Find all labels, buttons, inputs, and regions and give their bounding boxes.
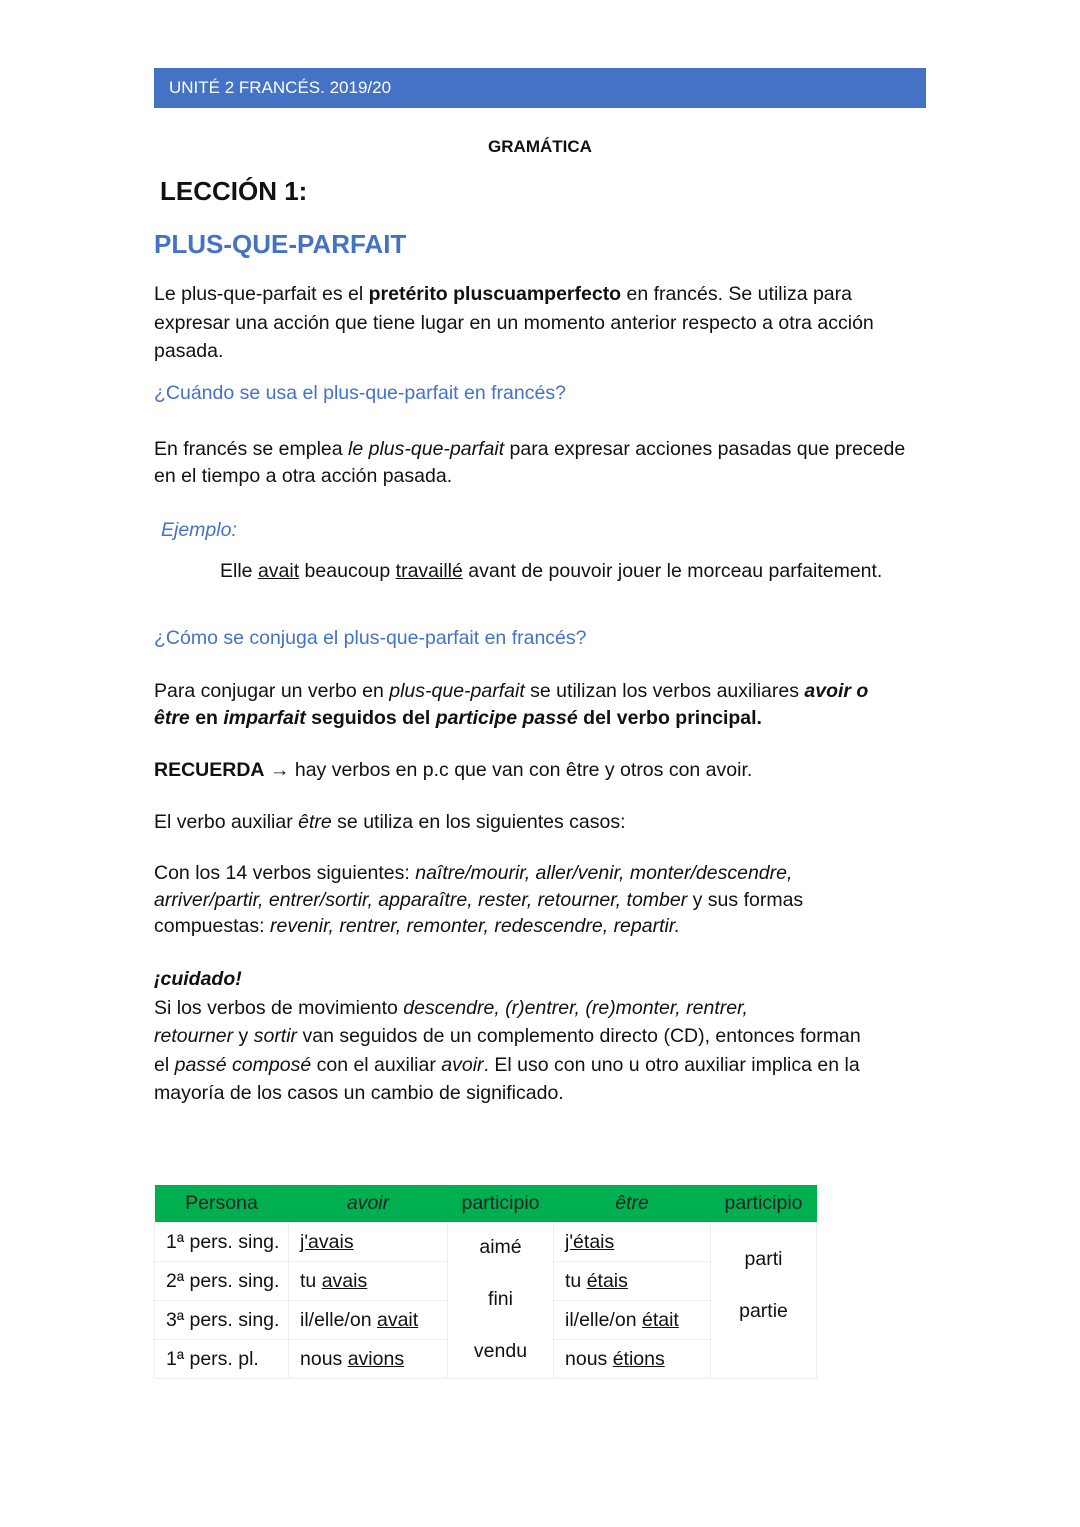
participio-etre-cell xyxy=(711,1223,817,1379)
avoir-cell: nous avions xyxy=(289,1340,448,1379)
header-participio-avoir: participio xyxy=(448,1185,554,1223)
etre-cell: il/elle/on était xyxy=(554,1301,711,1340)
header-participio-etre: participio xyxy=(711,1185,817,1223)
etre-cell: j'étais xyxy=(554,1223,711,1262)
avoir-cell: j'avais xyxy=(289,1223,448,1262)
verbs-list-paragraph: Con los 14 verbos siguientes: naître/mourir, aller/venir, monter/descendre, arriver/partir, entrer/sortir, apparaître, rester, retourner, tomber y sus formas compuestas: revenir, rentrer, remonter, redescendre, repartir. xyxy=(154,862,804,937)
header-title: UNITÉ 2 FRANCÉS. 2019/20 xyxy=(169,78,392,97)
table-header-row xyxy=(155,1185,817,1223)
avoir-cell: tu avais xyxy=(289,1262,448,1301)
conjugation-paragraph: Para conjugar un verbo en plus-que-parfait se utilizan los verbos auxiliares avoir o être en imparfait seguidos del participe passé del verbo principal. xyxy=(154,680,869,729)
arrow-icon: → xyxy=(269,759,290,781)
question-how: ¿Cómo se conjuga el plus-que-parfait en francés? xyxy=(154,627,587,649)
avoir-cell: il/elle/on avait xyxy=(289,1301,448,1340)
participle-parti: parti xyxy=(744,1248,783,1270)
example-label: Ejemplo: xyxy=(161,519,237,541)
participle-partie: partie xyxy=(739,1300,788,1322)
example-sentence: Elle avait beaucoup travaillé avant de pouvoir jouer le morceau parfaitement. xyxy=(220,560,883,582)
usage-paragraph: En francés se emplea le plus-que-parfait para expresar acciones pasadas que precede en el tiempo a otra acción pasada. xyxy=(154,438,906,487)
header-avoir: avoir xyxy=(289,1185,448,1223)
persona-cell: 3ª pers. sing. xyxy=(155,1301,289,1340)
persona-cell: 2ª pers. sing. xyxy=(155,1262,289,1301)
persona-cell: 1ª pers. pl. xyxy=(155,1340,289,1379)
header-persona: Persona xyxy=(155,1185,289,1223)
lesson-title: LECCIÓN 1: xyxy=(160,176,308,206)
topic-title: PLUS-QUE-PARFAIT xyxy=(154,229,407,259)
participle-fini: fini xyxy=(488,1288,513,1310)
question-when: ¿Cuándo se usa el plus-que-parfait en francés? xyxy=(154,382,566,404)
cuidado-title: ¡cuidado! xyxy=(154,968,242,990)
header-bar xyxy=(154,68,926,108)
header-etre: être xyxy=(554,1185,711,1223)
etre-cell: nous étions xyxy=(554,1340,711,1379)
recuerda-note: RECUERDA → hay verbos en p.c que van con être y otros con avoir. xyxy=(154,759,753,781)
section-title: GRAMÁTICA xyxy=(488,137,592,156)
persona-cell: 1ª pers. sing. xyxy=(155,1223,289,1262)
etre-cell: tu étais xyxy=(554,1262,711,1301)
intro-paragraph: Le plus-que-parfait es el pretérito pluscuamperfecto en francés. Se utiliza para expresar una acción que tiene lugar en un momento anterior respecto a otra acción pasada. xyxy=(154,283,874,362)
table-row xyxy=(155,1223,817,1262)
participle-aime: aimé xyxy=(479,1236,522,1258)
participle-vendu: vendu xyxy=(473,1340,528,1362)
aux-paragraph: El verbo auxiliar être se utiliza en los siguientes casos: xyxy=(154,811,626,833)
participio-avoir-cell xyxy=(448,1223,554,1379)
cuidado-block: ¡cuidado! Si los verbos de movimiento descendre, (r)entrer, (re)monter, rentrer, retourner y sortir van seguidos de un complemento directo (CD), entonces forman el passé composé con el auxiliar avoir. El uso con uno u otro auxiliar implica en la mayoría de los casos un cambio de significado. xyxy=(154,968,861,1104)
conjugation-table xyxy=(154,1185,817,1379)
